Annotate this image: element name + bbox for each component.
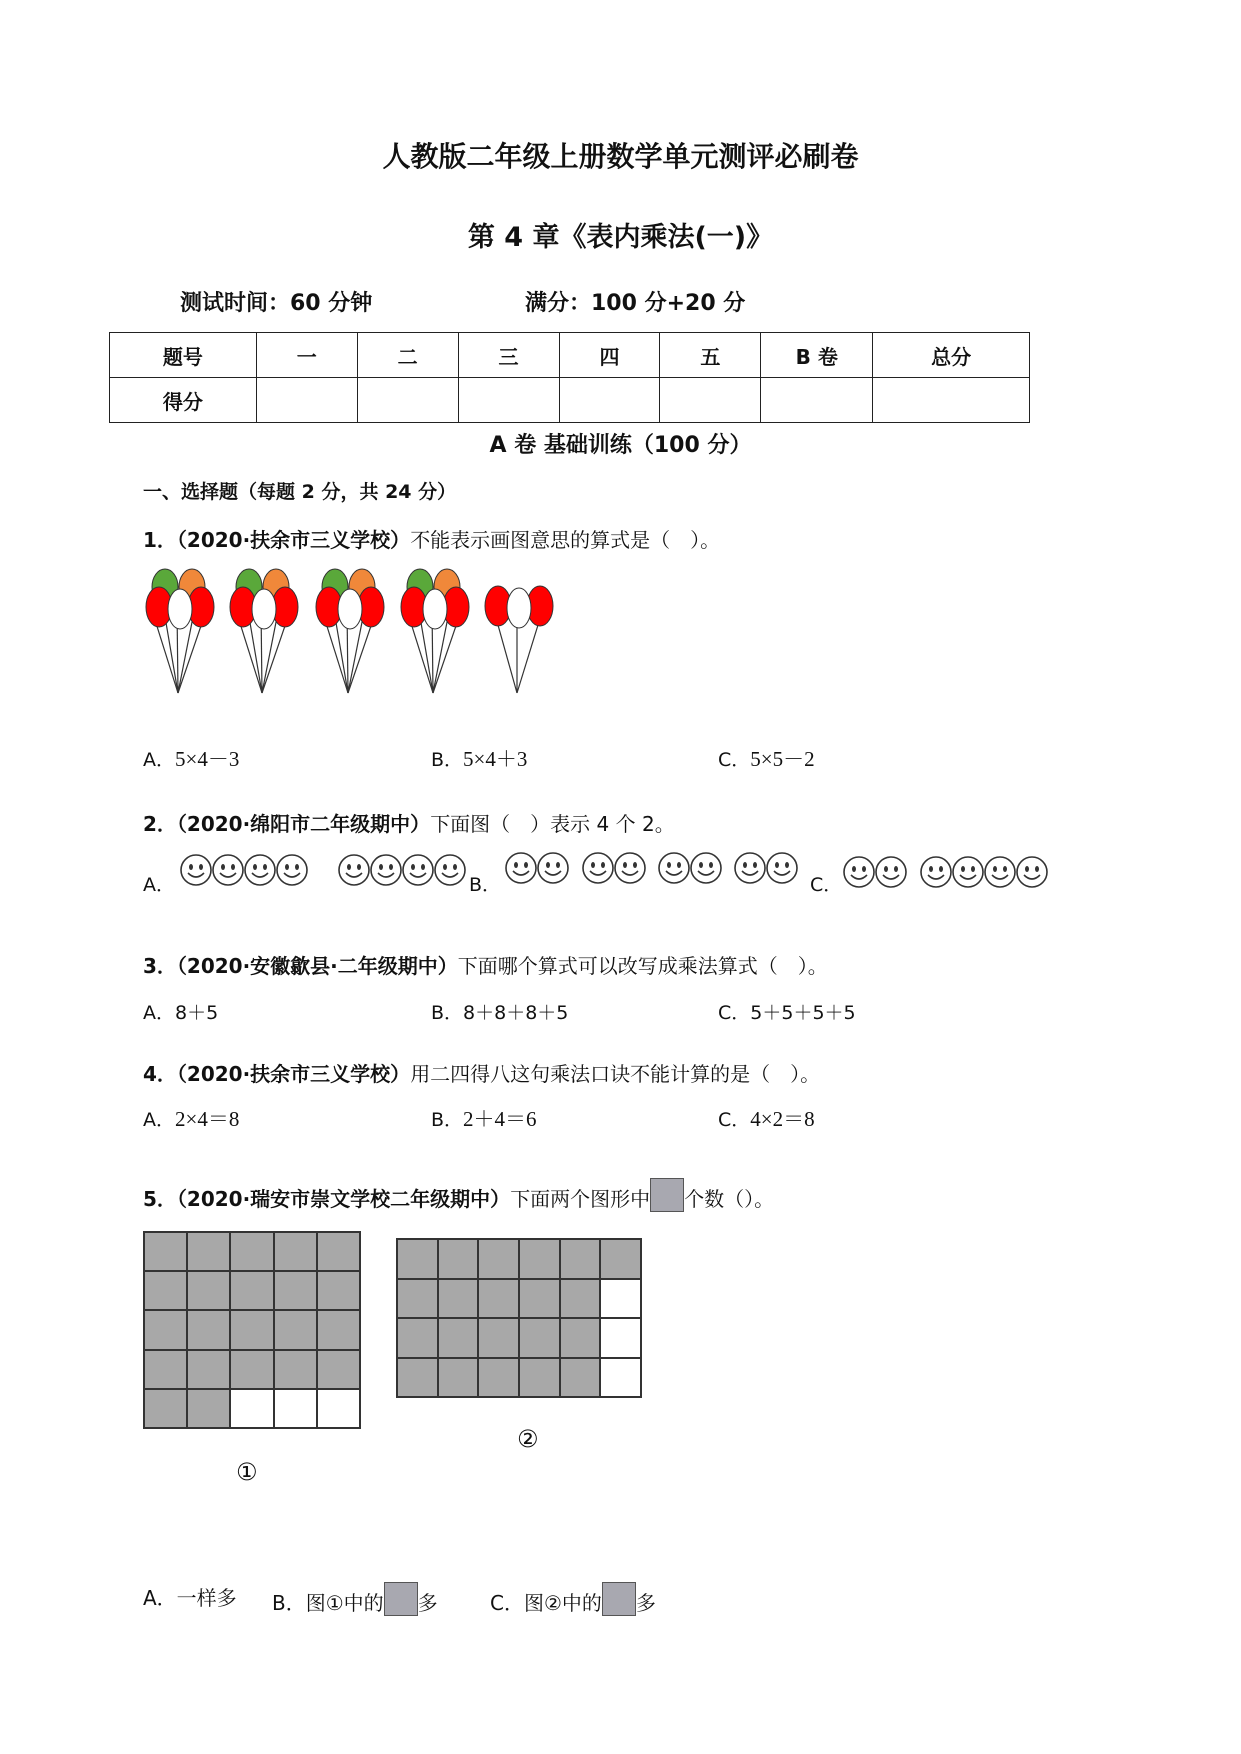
smiley-icon [277,855,307,885]
smiley-icon [506,853,536,883]
q2-option-a-label[interactable]: A． [143,874,175,896]
grid-figure-1 [143,1231,361,1429]
smiley-icon [403,855,433,885]
q4-option-a[interactable] [143,1103,239,1133]
score-header-cell: 三 [458,333,559,378]
smiley-icon [435,855,465,885]
option-label: A． [143,749,175,771]
chapter-title: 第 4 章《表内乘法(一)》 [467,222,774,253]
q5-option-b-text: B．图①中的 [272,1591,384,1615]
option-label: A． [143,1109,175,1131]
question-1 [143,524,720,553]
q4-option-c-expr: 4×2＝8 [750,1107,815,1131]
smiley-icon [735,853,765,883]
balloon-bunch-icon [145,565,215,695]
score-entry-cell[interactable] [660,378,761,423]
score-header-cell: 五 [660,333,761,378]
smiley-icon [844,857,874,887]
q1-option-b-expr: 5×4＋3 [463,747,528,771]
smiley-icon [1017,857,1047,887]
question-5 [143,1178,774,1212]
q3-source: （2020·安徽歙县·二年级期中） [176,954,458,978]
score-header-cell: 一 [256,333,357,378]
smiley-icon [985,857,1015,887]
option-label: B． [431,749,464,771]
q1-source: （2020·扶余市三义学校） [176,528,411,552]
score-table [109,332,1030,423]
balloon-bunch-icon [315,565,385,695]
smiley-icon [213,855,243,885]
part1-heading: 一、选择题（每题 2 分，共 24 分） [143,481,457,503]
q3-option-c[interactable]: C．5＋5＋5＋5 [718,1002,856,1024]
test-time: 测试时间：60 分钟 [180,291,373,316]
score-row-label: 得分 [110,378,257,423]
q2-text: 下面图（ ）表示 4 个 2。 [430,812,675,836]
smiley-icon [615,853,645,883]
q4-option-a-expr: 2×4＝8 [175,1107,240,1131]
figure-1-label: ① [236,1458,258,1486]
smiley-icon [921,857,951,887]
score-header-cell: 题号 [110,333,257,378]
score-entry-cell[interactable] [458,378,559,423]
q5-option-b-suffix: 多 [417,1591,438,1615]
q1-number: 1． [143,528,177,552]
question-4 [143,1058,820,1087]
q1-option-a[interactable] [143,743,239,773]
q4-option-b[interactable] [431,1103,537,1133]
option-label: C． [718,1109,751,1131]
q4-text: 用二四得八这句乘法口诀不能计算的是（ ）。 [410,1062,821,1086]
smiley-icon [339,855,369,885]
balloon-bunch-icon [400,565,470,695]
score-entry-cell[interactable] [357,378,458,423]
smiley-icon [245,855,275,885]
q2-source: （2020·绵阳市二年级期中） [176,812,431,836]
q2-option-c-label[interactable]: C． [810,874,843,896]
score-header-cell: 二 [357,333,458,378]
q4-option-c[interactable] [718,1103,815,1133]
q5-text-after: 个数（）。 [684,1187,775,1211]
q5-option-c-text: C．图②中的 [490,1591,602,1615]
q5-option-a[interactable]: A．一样多 [143,1586,237,1610]
score-header-cell: B 卷 [761,333,873,378]
q1-option-c[interactable] [718,743,815,773]
gray-square-icon [602,1582,636,1616]
score-table-score-row [110,378,1030,423]
smiley-icon [767,853,797,883]
q3-option-a[interactable]: A．8＋5 [143,1002,219,1024]
smiley-icon [953,857,983,887]
question-2 [143,808,675,837]
score-entry-cell[interactable] [559,378,660,423]
score-entry-cell[interactable] [256,378,357,423]
smiley-icon [583,853,613,883]
q1-option-c-expr: 5×5－2 [750,747,815,771]
q2-number: 2． [143,812,177,836]
score-entry-cell[interactable] [873,378,1030,423]
q3-text: 下面哪个算式可以改写成乘法算式（ ）。 [457,954,828,978]
q5-number: 5． [143,1187,177,1211]
q4-number: 4． [143,1062,177,1086]
question-3 [143,950,828,979]
smiley-icon [371,855,401,885]
option-label: B． [431,1109,464,1131]
q1-option-b[interactable] [431,743,527,773]
smiley-faces-figure [178,850,1068,894]
smiley-icon [876,857,906,887]
q4-source: （2020·扶余市三义学校） [176,1062,411,1086]
q2-option-b-label[interactable]: B． [469,874,502,896]
full-score: 满分：100 分+20 分 [525,291,746,316]
q5-source: （2020·瑞安市崇文学校二年级期中） [176,1187,511,1211]
q5-option-c-suffix: 多 [635,1591,656,1615]
option-label: C． [718,749,751,771]
gray-square-icon [384,1582,418,1616]
q5-text-before: 下面两个图形中 [510,1187,651,1211]
balloon-bunch-icon [484,580,554,695]
score-entry-cell[interactable] [761,378,873,423]
figure-2-label: ② [517,1425,539,1453]
q1-option-a-expr: 5×4－3 [175,747,240,771]
smiley-icon [691,853,721,883]
q5-option-b[interactable] [272,1582,438,1616]
q5-option-c[interactable] [490,1582,656,1616]
q1-text: 不能表示画图意思的算式是（ ）。 [410,528,721,552]
score-table-header-row [110,333,1030,378]
q4-option-b-expr: 2＋4＝6 [463,1107,537,1131]
section-a-title: A 卷 基础训练（100 分） [489,433,752,458]
smiley-icon [659,853,689,883]
smiley-icon [538,853,568,883]
score-header-cell: 总分 [873,333,1030,378]
q3-number: 3． [143,954,177,978]
q3-option-b[interactable]: B．8＋8＋8＋5 [431,1002,569,1024]
smiley-icon [181,855,211,885]
score-header-cell: 四 [559,333,660,378]
page-title: 人教版二年级上册数学单元测评必刷卷 [382,140,859,173]
gray-square-icon [650,1178,684,1212]
grid-figure-2 [396,1238,642,1398]
balloon-bunch-icon [229,565,299,695]
